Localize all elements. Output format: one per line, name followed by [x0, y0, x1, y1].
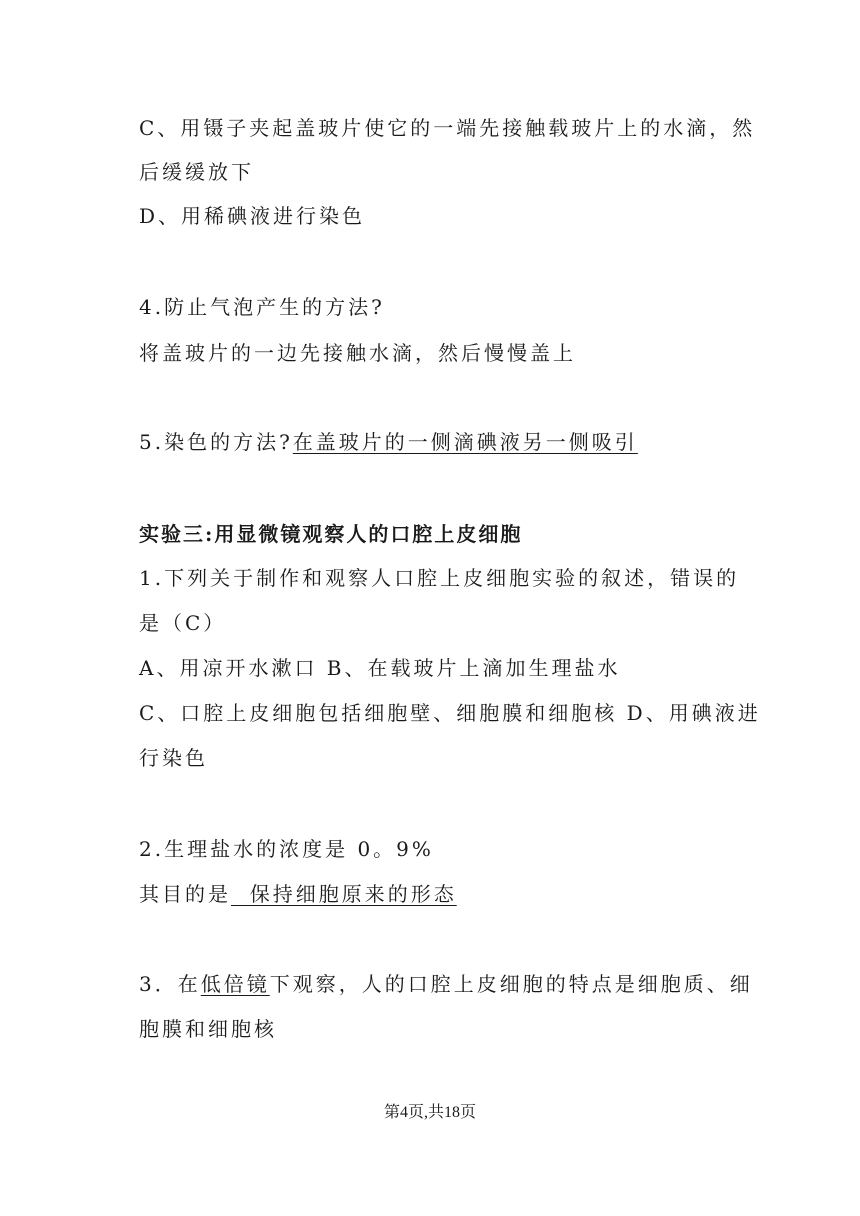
- page-number-footer: 第4页,共18页: [383, 1104, 476, 1121]
- exp3-question-1-line-2: 是（C）: [139, 611, 227, 635]
- exp3-question-1-options-ab: A、用凉开水漱口 B、在载玻片上滴加生理盐水: [139, 656, 621, 680]
- answer-5-underlined: 在盖玻片的一侧滴碘液另一侧吸引: [292, 430, 638, 454]
- exp3-answer-2-underlined: 保持细胞原来的形态: [231, 882, 457, 906]
- exp3-question-1-options-cd-2: 行染色: [139, 746, 208, 770]
- exp3-question-2-line-1: 2.生理盐水的浓度是 0。9%: [139, 837, 434, 861]
- exp3-question-1-options-cd-1: C、口腔上皮细胞包括细胞壁、细胞膜和细胞核 D、用碘液进: [139, 701, 761, 725]
- option-c-line-1: C、用镊子夹起盖玻片使它的一端先接触载玻片上的水滴，然: [139, 116, 756, 140]
- exp3-question-3-rest: 下观察，人的口腔上皮细胞的特点是细胞质、细: [269, 972, 753, 996]
- exp3-question-1-line-1: 1.下列关于制作和观察人口腔上皮细胞实验的叙述，错误的: [139, 566, 740, 590]
- answer-4: 将盖玻片的一边先接触水滴，然后慢慢盖上: [139, 341, 576, 365]
- exp3-question-3-underlined: 低倍镜: [200, 972, 270, 996]
- exp3-question-3-prefix: 3．在: [139, 972, 201, 996]
- question-5-prefix: 5.染色的方法?: [139, 430, 293, 454]
- option-c-line-2: 后缓缓放下: [139, 160, 254, 184]
- question-4: 4.防止气泡产生的方法?: [139, 295, 385, 319]
- option-d: D、用稀碘液进行染色: [139, 204, 366, 228]
- experiment-3-heading: 实验三:用显微镜观察人的口腔上皮细胞: [139, 522, 523, 546]
- exp3-question-2-line-2: [139, 880, 739, 908]
- exp3-question-3-line-1: [139, 970, 753, 998]
- question-5: [139, 428, 739, 456]
- exp3-question-3-line-2: 胞膜和细胞核: [139, 1017, 277, 1041]
- exp3-question-2-prefix: 其目的是: [139, 882, 231, 906]
